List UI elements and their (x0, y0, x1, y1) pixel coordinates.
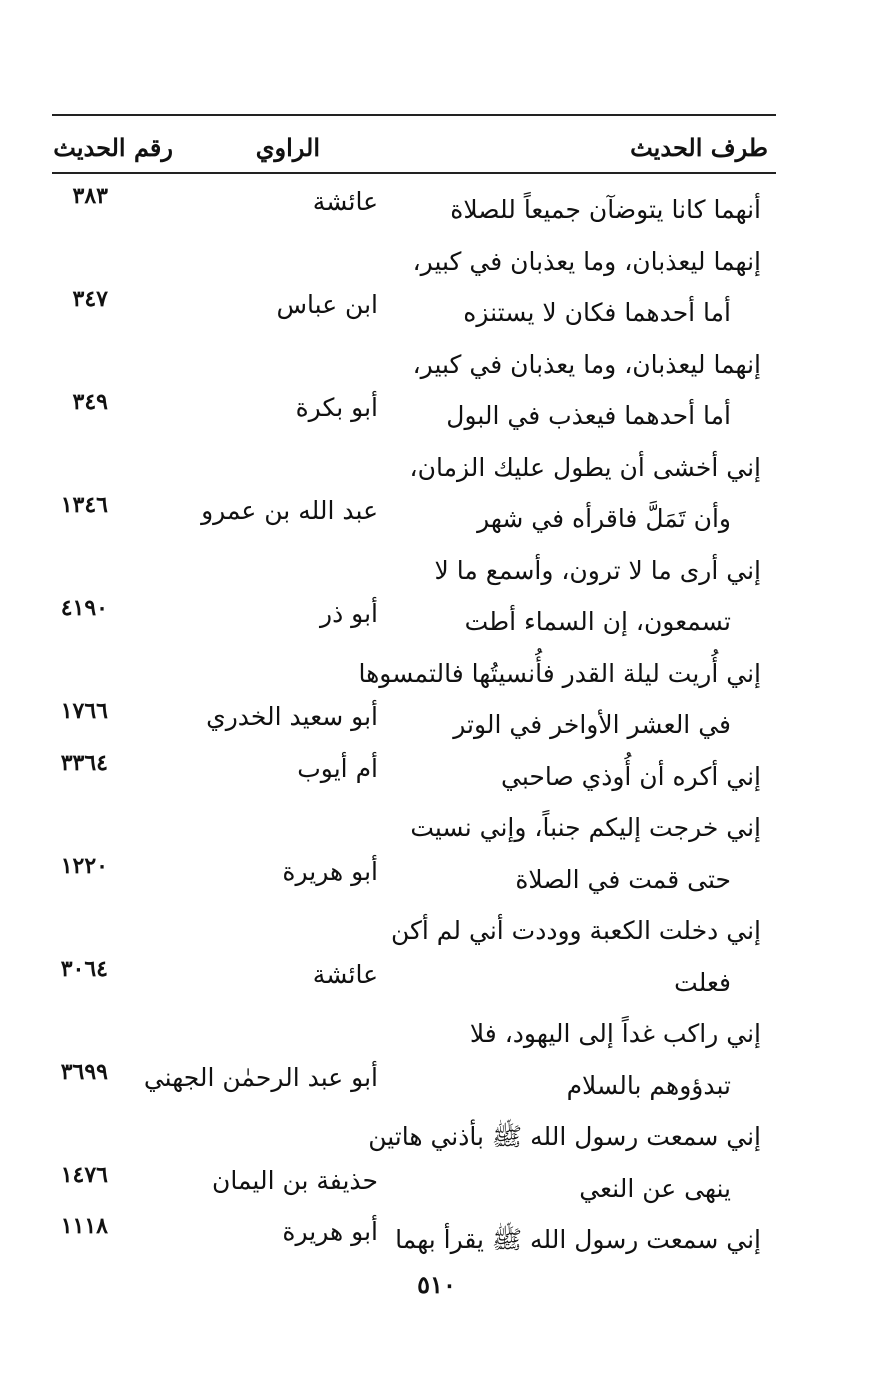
hadith-number: ٤١٩٠ (60, 595, 108, 621)
rawi-name: عائشة (312, 187, 378, 216)
hadith-text-line: تبدؤوهم بالسلام (566, 1070, 731, 1100)
rawi-name: أبو ذر (320, 599, 378, 628)
hadith-text-line: إنهما ليعذبان، وما يعذبان في كبير، (412, 246, 761, 276)
rawi-name: أبو سعيد الخدري (206, 702, 378, 731)
hadith-text-line: إني راكب غداً إلى اليهود، فلا (469, 1019, 761, 1048)
hadith-number: ١٧٦٦ (60, 698, 108, 724)
rawi-name: أبو هريرة (282, 856, 378, 886)
header-number: رقم الحديث (53, 133, 173, 162)
rawi-name: حذيفة بن اليمان (211, 1165, 378, 1195)
hadith-text-line: أما أحدهما فكان لا يستنزه (463, 298, 731, 327)
hadith-text-line: وأن تَمَلَّ فاقرأه في شهر (477, 504, 731, 533)
rawi-name: عبد الله بن عمرو (201, 496, 378, 525)
hadith-text-line: حتى قمت في الصلاة (515, 864, 731, 894)
hadith-text-line: إني سمعت رسول الله ﷺ يقرأ بهما (395, 1225, 761, 1254)
hadith-text-line: إني سمعت رسول الله ﷺ بأذني هاتين (368, 1122, 761, 1151)
hadith-text-line: إنهما ليعذبان، وما يعذبان في كبير، (412, 349, 761, 379)
hadith-text-line: أما أحدهما فيعذب في البول (446, 401, 731, 430)
rawi-name: ابن عباس (276, 290, 378, 319)
header-hadith: طرف الحديث (630, 133, 768, 162)
hadith-number: ١٣٤٦ (60, 492, 108, 518)
hadith-number: ٣٨٣ (72, 183, 108, 209)
hadith-number: ٣٦٩٩ (60, 1058, 108, 1085)
rawi-name: أم أيوب (297, 753, 378, 783)
header-rule (52, 172, 776, 174)
rawi-name: أبو عبد الرحمٰن الجهني (143, 1062, 378, 1092)
top-rule (52, 114, 776, 116)
hadith-number: ٣٣٦٤ (60, 749, 108, 776)
hadith-text-line: في العشر الأواخر في الوتر (453, 710, 731, 739)
hadith-number: ١١١٨ (60, 1213, 108, 1239)
hadith-text-line: إني دخلت الكعبة ووددت أني لم أكن (390, 916, 761, 945)
rawi-name: عائشة (312, 959, 378, 989)
hadith-number: ٣٤٩ (72, 389, 108, 415)
hadith-text-line: تسمعون، إن السماء أطت (464, 607, 731, 636)
hadith-text-line: ينهى عن النعي (579, 1173, 731, 1203)
rawi-name: أبو هريرة (282, 1217, 378, 1246)
hadith-text-line: إني أُريت ليلة القدر فأُنسيتُها فالتمسوها (358, 658, 761, 688)
rawi-name: أبو بكرة (295, 393, 378, 422)
hadith-text-line: إني أكره أن أُوذي صاحبي (501, 761, 761, 791)
hadith-text-line: إني أخشى أن يطول عليك الزمان، (409, 452, 761, 482)
hadith-text-line: أنهما كانا يتوضآن جميعاً للصلاة (450, 195, 761, 224)
hadith-number: ١٢٢٠ (60, 852, 108, 879)
hadith-number: ٣٠٦٤ (60, 955, 108, 982)
hadith-text-line: فعلت (674, 967, 731, 997)
page-number: ٥١٠ (417, 1270, 456, 1299)
hadith-text-line: إني خرجت إليكم جنباً، وإني نسيت (410, 813, 761, 842)
hadith-number: ١٤٧٦ (60, 1161, 108, 1188)
hadith-number: ٣٤٧ (72, 286, 108, 312)
header-rawi: الراوي (255, 133, 320, 162)
hadith-text-line: إني أرى ما لا ترون، وأسمع ما لا (434, 555, 761, 585)
